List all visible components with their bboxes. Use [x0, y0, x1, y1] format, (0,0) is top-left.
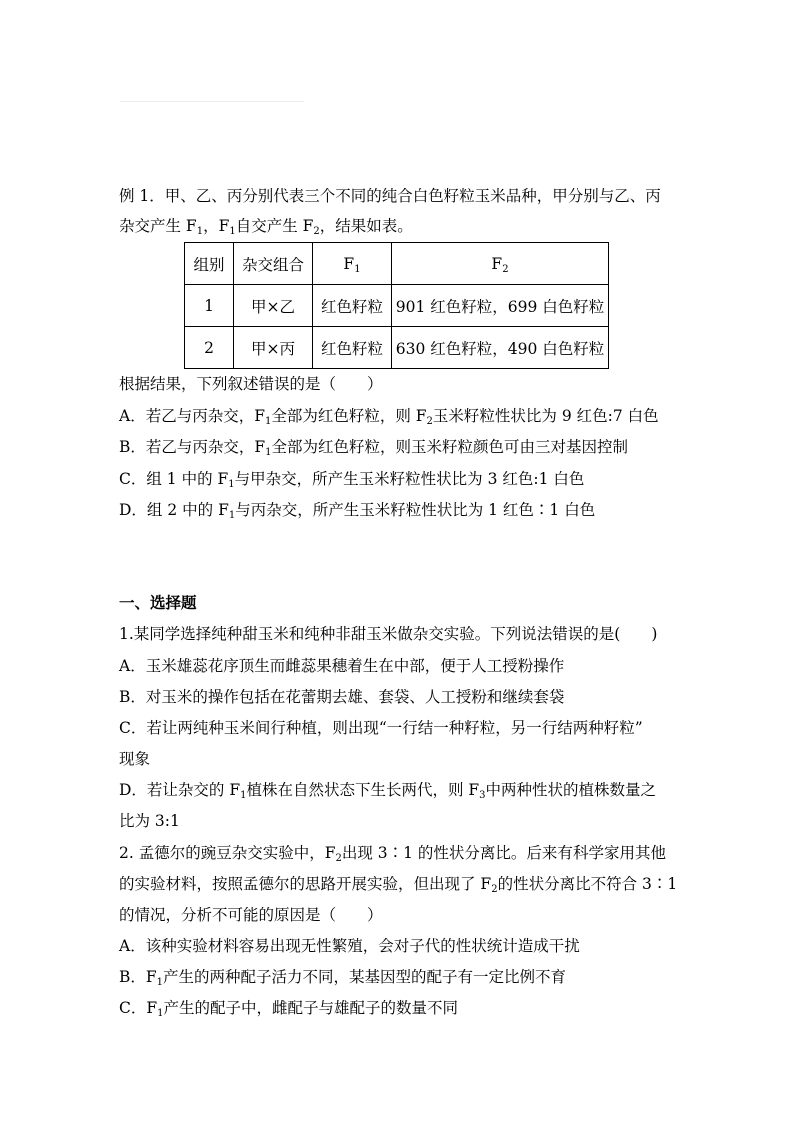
q1-option-c-cont: 现象 — [119, 750, 151, 768]
q2-option-c: C．$F_1$产生的配子中，雌配子与雄配子的数量不同 — [119, 999, 459, 1019]
cell-f1: 红色籽粒 — [313, 285, 392, 327]
example-option-a: A．若乙与丙杂交，$F_1$全部为红色籽粒，则 $F_2$玉米籽粒性状比为 9 红色:7 白色 — [119, 407, 659, 427]
cell-f2: 901 红色籽粒，699 白色籽粒 — [392, 285, 609, 327]
section-heading: 一、选择题 — [119, 593, 197, 612]
q1-option-d: D．若让杂交的 $F_1$植株在自然状态下生长两代，则 $F_3$中两种性状的植株数量之 — [119, 781, 657, 801]
cell-cross: 甲×乙 — [234, 285, 313, 327]
cell-group: 1 — [185, 285, 234, 327]
q1-option-b: B．对玉米的操作包括在花蕾期去雄、套袋、人工授粉和继续套袋 — [119, 688, 565, 706]
header-group: 组别 — [185, 243, 234, 285]
example-line-2: 杂交产生 $F_1$，$F_1$自交产生 $F_2$，结果如表。 — [119, 217, 413, 237]
cell-f2: 630 红色籽粒，490 白色籽粒 — [392, 327, 609, 369]
example-question: 根据结果，下列叙述错误的是（ ） — [119, 375, 383, 393]
header-f1: $F_1$ — [313, 243, 392, 285]
header-f2: $F_2$ — [392, 243, 609, 285]
cell-group: 2 — [185, 327, 234, 369]
q2-stem-line-3: 的情况，分析不可能的原因是（ ） — [119, 906, 383, 924]
cell-cross: 甲×丙 — [234, 327, 313, 369]
example-option-d: D．组 2 中的 $F_1$与丙杂交，所产生玉米籽粒性状比为 1 红色∶1 白色 — [119, 501, 596, 521]
table-header-row — [185, 243, 609, 285]
q1-stem: 1.某同学选择纯种甜玉米和纯种非甜玉米做杂交实验。下列说法错误的是( ) — [119, 625, 658, 643]
header-cross: 杂交组合 — [234, 243, 313, 285]
q2-stem-line-1: 2. 孟德尔的豌豆杂交实验中，$F_2$出现 3∶1 的性状分离比。后来有科学家用其他 — [119, 844, 666, 864]
q2-option-b: B．$F_1$产生的两种配子活力不同，某基因型的配子有一定比例不育 — [119, 968, 567, 988]
q1-option-a: A．玉米雄蕊花序顶生而雌蕊果穗着生在中部，便于人工授粉操作 — [119, 657, 565, 675]
table-row — [185, 327, 609, 369]
example-option-c: C．组 1 中的 $F_1$与甲杂交，所产生玉米籽粒性状比为 3 红色:1 白色 — [119, 470, 585, 490]
q2-stem-line-2: 的实验材料，按照孟德尔的思路开展实验，但出现了 $F_2$的性状分离比不符合 3∶1 — [119, 875, 678, 895]
cell-f1: 红色籽粒 — [313, 327, 392, 369]
q1-option-d-cont: 比为 3:1 — [119, 812, 180, 830]
header-rule — [120, 101, 304, 102]
table-row — [185, 285, 609, 327]
example-line-1: 例 1．甲、乙、丙分别代表三个不同的纯合白色籽粒玉米品种，甲分别与乙、丙 — [119, 187, 661, 205]
example-option-b: B．若乙与丙杂交，$F_1$全部为红色籽粒，则玉米籽粒颜色可由三对基因控制 — [119, 438, 629, 458]
q2-option-a: A．该种实验材料容易出现无性繁殖，会对子代的性状统计造成干扰 — [119, 937, 580, 955]
q1-option-c: C．若让两纯种玉米间行种植，则出现“一行结一种籽粒，另一行结两种籽粒” — [119, 719, 643, 737]
result-table — [184, 242, 609, 369]
